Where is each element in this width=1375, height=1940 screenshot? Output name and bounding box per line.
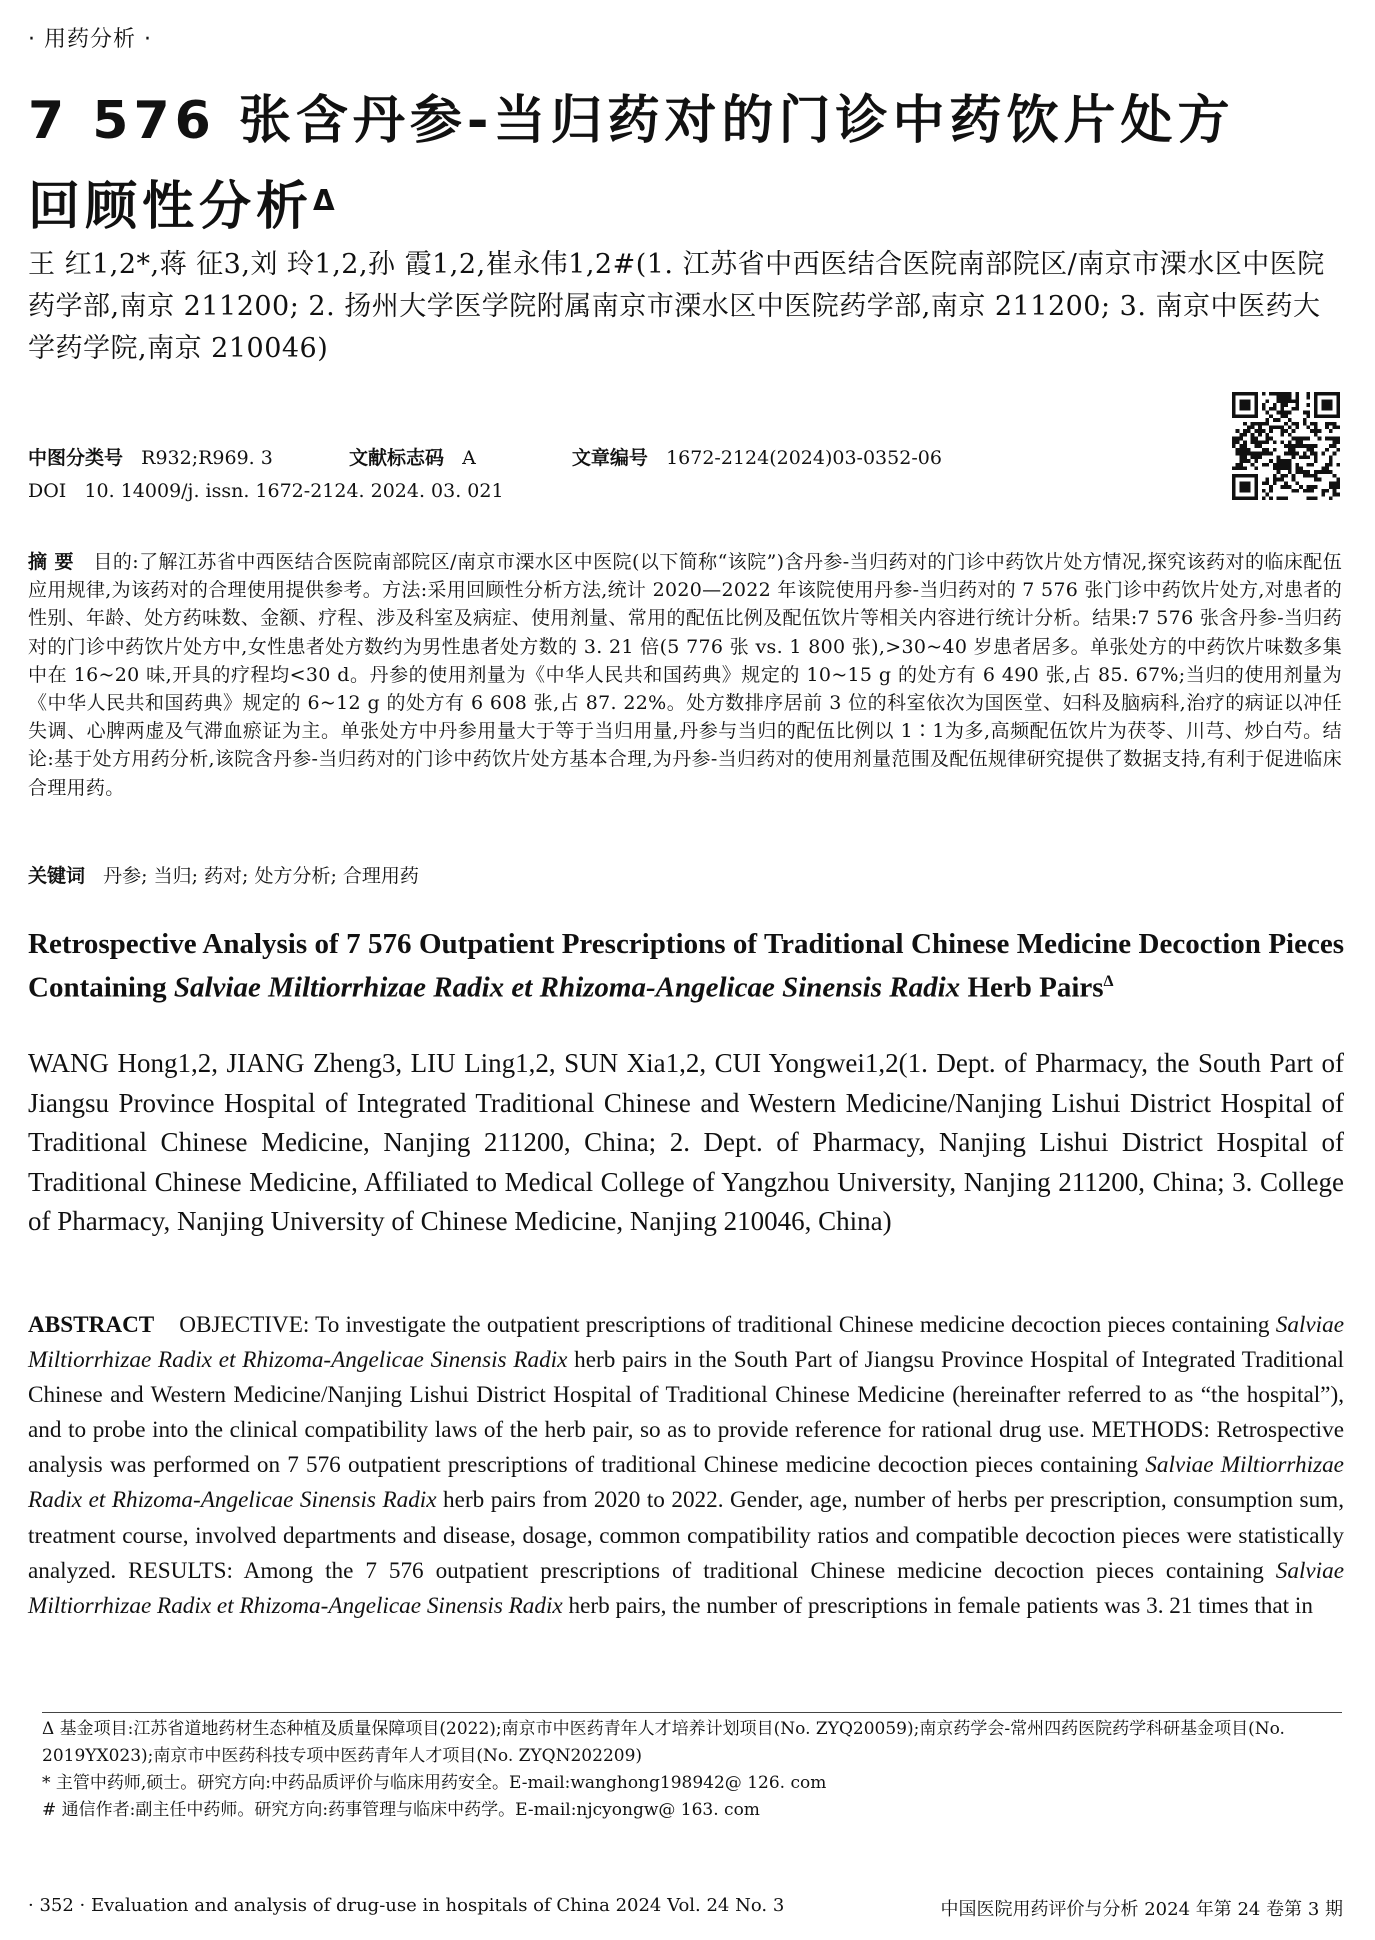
article-number-value: 1672-2124(2024)03-0352-06 (666, 447, 942, 469)
title-en-part1: Retrospective Analysis of 7 576 Outpatient Prescriptions of Traditional Chinese Medicine Decoction Pieces Containing (28, 928, 1344, 1004)
keywords-cn-label: 关键词 (28, 865, 86, 887)
authors-en: WANG Hong1,2, JIANG Zheng3, LIU Ling1,2, SUN Xia1,2, CUI Yongwei1,2(1. Dept. of Pharmacy, the South Part of Jiangsu Province Hospital of Integrated Traditional Chinese and Western Medicine/Nanjing Lishui District Hospital of Traditional Chinese Medicine, Nanjing 211200, China; 2. Dept. of Pharmacy, Nanjing Lishui District Hospital of Traditional Chinese Medicine, Affiliated to Medical College of Yangzhou University, Nanjing 211200, China; 3. College of Pharmacy, Nanjing University of Chinese Medicine, Nanjing 210046, China) (28, 1048, 1344, 1237)
title-line1: 7 576 张含丹参-当归药对的门诊中药饮片处方 (28, 91, 1235, 151)
doi-value: 10. 14009/j. issn. 1672-2124. 2024. 03. 021 (84, 480, 504, 502)
abstract-en-s3: herb pairs from 2020 to 2022. Gender, age, number of herbs per prescription, consumption sum, treatment course, involved departments and disease, dosage, common compatibility ratios and compatible decoction pieces were statistically analyzed. RESULTS: Among the 7 576 outpatient prescriptions of traditional Chinese medicine decoction pieces containing (28, 1487, 1344, 1584)
abstract-en (28, 1308, 1344, 1624)
footer-left: · 352 · Evaluation and analysis of drug-use in hospitals of China 2024 Vol. 24 No. 3 (28, 1895, 785, 1916)
classification-row (28, 446, 942, 470)
abstract-en-s1: OBJECTIVE: To investigate the outpatient prescriptions of traditional Chinese medicine decoction pieces containing (179, 1312, 1276, 1338)
article-title-cn (28, 78, 1348, 250)
section-tag: · 用药分析 · (28, 27, 152, 52)
title-en-herb: Salviae Miltiorrhizae Radix et Rhizoma-Angelicae Sinensis Radix (173, 971, 961, 1004)
abstract-cn-label: 摘 要 (28, 551, 74, 573)
doccode-value: A (462, 447, 476, 469)
doi-label: DOI (28, 480, 67, 502)
footnote-corresponding: # 通信作者:副主任中药师。研究方向:药事管理与临床中药学。E-mail:njcyongw@ 163. com (42, 1800, 760, 1820)
abstract-en-herb-1: Salviae Miltiorrhizae Radix et Rhizoma-Angelicae Sinensis Radix (28, 1312, 1344, 1374)
qr-code-icon[interactable] (1232, 392, 1340, 500)
footnote-first-author: * 主管中药师,硕士。研究方向:中药品质评价与临床用药安全。E-mail:wanghong198942@ 126. com (42, 1773, 827, 1793)
abstract-cn (28, 548, 1342, 802)
doi-row (28, 479, 504, 503)
title-en-part2: Herb Pairs (960, 971, 1104, 1004)
title-en-fund-mark: Δ (1103, 973, 1114, 990)
keywords-cn-text: 丹参; 当归; 药对; 处方分析; 合理用药 (103, 865, 419, 887)
title-line2: 回顾性分析 (28, 177, 314, 237)
doccode-label: 文献标志码 (348, 447, 444, 469)
clc-label: 中图分类号 (28, 447, 124, 469)
footnote-fund: Δ 基金项目:江苏省道地药材生态种植及质量保障项目(2022);南京市中医药青年人才培养计划项目(No. ZYQ20059);南京药学会-常州四药医院药学科研基金项目(No. 2019YX023);南京市中医药科技专项中医药青年人才项目(No. ZYQN202209) (42, 1719, 1285, 1766)
clc-value: R932;R969. 3 (141, 447, 273, 469)
footer-right: 中国医院用药评价与分析 2024 年第 24 卷第 3 期 (940, 1899, 1343, 1920)
footnote-divider (42, 1712, 1342, 1713)
abstract-en-herb-2: Salviae Miltiorrhizae Radix et Rhizoma-Angelicae Sinensis Radix (28, 1452, 1344, 1514)
article-number-label: 文章编号 (571, 447, 648, 469)
authors-cn: 王 红1,2*,蒋 征3,刘 玲1,2,孙 霞1,2,崔永伟1,2#(1. 江苏省中西医结合医院南部院区/南京市溧水区中医院药学部,南京 211200; 2. 扬州大学医学院附属南京市溧水区中医院药学部,南京 211200; 3. 南京中医药大学药学院,南京 210046) (28, 249, 1325, 364)
footnotes (42, 1716, 1342, 1824)
abstract-en-s4: herb pairs, the number of prescriptions in female patients was 3. 21 times that in (562, 1592, 1313, 1619)
abstract-en-label: ABSTRACT (28, 1312, 155, 1338)
title-fund-mark: Δ (313, 184, 340, 217)
keywords-cn (28, 862, 1342, 890)
article-title-en (28, 925, 1344, 1007)
abstract-en-herb-3: Salviae Miltiorrhizae Radix et Rhizoma-Angelicae Sinensis Radix (28, 1557, 1344, 1619)
abstract-cn-text: 目的:了解江苏省中西医结合医院南部院区/南京市溧水区中医院(以下简称“该院”)含丹参-当归药对的门诊中药饮片处方情况,探究该药对的临床配伍应用规律,为该药对的合理使用提供参考。方法:采用回顾性分析方法,统计 2020—2022 年该院使用丹参-当归药对的 7 576 张门诊中药饮片处方,对患者的性别、年龄、处方药味数、金额、疗程、涉及科室及病症、使用剂量、常用的配伍比例及配伍饮片等相关内容进行统计分析。结果:7 576 张含丹参-当归药对的门诊中药饮片处方中,女性患者处方数约为男性患者处方数的 3. 21 倍(5 776 张 vs. 1 800 张),>30~40 岁患者居多。单张处方的中药饮片味数多集中在 16~20 味,开具的疗程均<30 d。丹参的使用剂量为《中华人民共和国药典》规定的 10~15 g 的处方有 6 490 张,占 85. 67%;当归的使用剂量为《中华人民共和国药典》规定的 6~12 g 的处方有 6 608 张,占 87. 22%。处方数排序居前 3 位的科室依次为国医堂、妇科及脑病科,治疗的病证以冲任失调、心脾两虚及气滞血瘀证为主。单张处方中丹参用量大于等于当归用量,丹参与当归的配伍比例以 1∶1为多,高频配伍饮片为茯苓、川芎、炒白芍。结论:基于处方用药分析,该院含丹参-当归药对的门诊中药饮片处方基本合理,为丹参-当归药对的使用剂量范围及配伍规律研究提供了数据支持,有利于促进临床合理用药。 (28, 551, 1343, 799)
abstract-en-s2: herb pairs in the South Part of Jiangsu Province Hospital of Integrated Traditional Chinese and Western Medicine/Nanjing Lishui District Hospital of Traditional Chinese Medicine (hereinafter referred to as “the hospital”), and to probe into the clinical compatibility laws of the herb pair, so as to provide reference for rational drug use. METHODS: Retrospective analysis was performed on 7 576 outpatient prescriptions of traditional Chinese medicine decoction pieces containing (28, 1347, 1344, 1479)
